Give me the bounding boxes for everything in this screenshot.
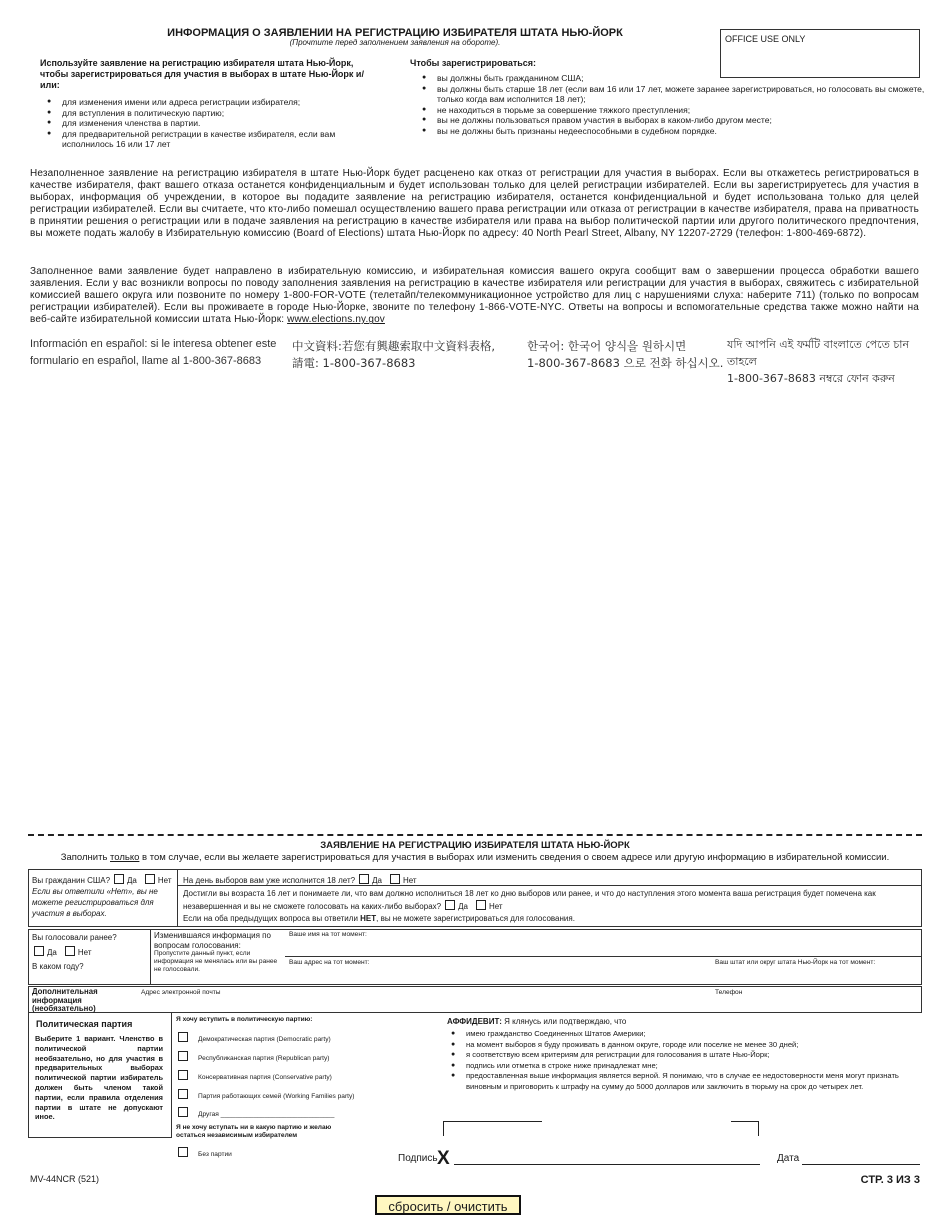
bengali-line-2: 1-800-367-8683 নম্বরে ফোন করুন <box>727 372 895 385</box>
age16-question <box>183 888 913 913</box>
date-field[interactable] <box>802 1152 920 1165</box>
divider <box>150 929 151 985</box>
page-number: СТР. 3 ИЗ 3 <box>860 1174 920 1186</box>
party-label: Республиканская партия (Republican party) <box>198 1055 330 1062</box>
party-title: Политическая партия <box>36 1019 133 1029</box>
elections-website-link[interactable]: www.elections.ny.gov <box>287 314 385 326</box>
party-option <box>176 1070 332 1082</box>
refusal-paragraph: Незаполненное заявление на регистрацию избирателя в штате Нью-Йорк будет расценено как отказ от регистрации для участия в выборах. Если вы откажетесь регистрироваться в качестве избирателя, факт вашего отказа останется конфиденциальным и будет использован только для целей регистрации избирателей. Если вы зарегистрируетесь для участия в выборах, информация об учреждении, в которое вы подадите заявление на регистрацию избирателя, останется конфиденциальной и будет использована только для целей регистрации избирателей. Если вы считаете, что кто-либо помешал осуществлению вашего права регистрации или отказа от регистрации в качестве избирателя, права на приватность в принятии решения о регистрации или в подаче заявления на регистрацию в качестве избирателя или права на выбор политической партии или другого политического предпочтения, вы можете подать жалобу в Избирательную комиссию (Board of Elections) штата Нью-Йорк по адресу: 40 North Pearl Street, Albany, NY 12207-2729 (телефон: 1-800-469-6872). <box>30 168 919 240</box>
party-instructions: Выберите 1 вариант. Членство в политической партии необязательно, но для участия в предварительных выборах политической партии избиратель должен быть членом такой партии, если правила отделения партии в штате не допускают иное. <box>35 1034 163 1122</box>
list-item: ● имею гражданство Соединенных Штатов Америки; <box>466 1029 920 1040</box>
list-item: ● для изменения членства в партии. <box>62 118 380 129</box>
uses-heading: Используйте заявление на регистрацию избирателя штата Нью-Йорк, чтобы зарегистрироваться для участия в выборах в штате Нью-Йорк и/или: <box>40 58 364 90</box>
voted-no-checkbox[interactable] <box>65 946 75 956</box>
bengali-info <box>727 336 927 387</box>
year-question: В каком году? <box>32 962 84 971</box>
party-label: Демократическая партия (Democratic party) <box>198 1036 331 1043</box>
chinese-info <box>292 338 495 372</box>
voted-question: Вы голосовали ранее? <box>32 933 117 942</box>
age16-yes-checkbox[interactable] <box>445 900 455 910</box>
signature-x: X <box>437 1148 450 1169</box>
list-item: ● для вступления в политическую партию; <box>62 108 380 119</box>
list-item: ● предоставленная выше информация является верной. Я понимаю, что в случае ее недостоверности меня могут признать виновным и приговорить к штрафу на сумму до 5000 долларов или заключить в тюрьму на срок до четырех лет. <box>466 1071 920 1092</box>
affidavit-heading <box>447 1017 626 1026</box>
yes-label: Да <box>47 948 57 957</box>
conservative-checkbox[interactable] <box>178 1070 188 1080</box>
citizen-no-checkbox[interactable] <box>145 874 155 884</box>
list-item: ● для предварительной регистрации в качестве избирателя, если вам исполнилось 16 или 17 лет <box>62 129 380 150</box>
list-item: ● не находиться в тюрьме за совершение тяжкого преступления; <box>437 105 925 116</box>
form-title: ЗАЯВЛЕНИЕ НА РЕГИСТРАЦИЮ ИЗБИРАТЕЛЯ ШТАТА НЬЮ-ЙОРК <box>320 840 630 851</box>
divider <box>285 956 922 957</box>
age16-no-checkbox[interactable] <box>476 900 486 910</box>
page-subtitle: (Прочтите перед заполнением заявления на обороте). <box>289 38 501 47</box>
age-yes-checkbox[interactable] <box>359 874 369 884</box>
form-subtitle-post: в том случае, если вы желаете зарегистрироваться для участия в выборах или изменить сведения о своем адресе или другую информацию в избирательной комиссии. <box>139 852 890 863</box>
signature-box-left <box>443 1121 542 1136</box>
cut-line <box>28 834 922 836</box>
name-then-label: Ваше имя на тот момент: <box>289 931 367 938</box>
note-bold: НЕТ <box>360 914 377 923</box>
age-no-checkbox[interactable] <box>390 874 400 884</box>
spanish-info <box>30 336 276 370</box>
no-label: Нет <box>402 876 417 885</box>
note-pre: Если на оба предыдущих вопроса вы ответили <box>183 914 361 923</box>
form-subtitle <box>28 852 922 863</box>
changed-info-note: Пропустите данный пункт, если информация не менялась или вы ранее не голосовали. <box>154 950 278 973</box>
age-question-label: На день выборов вам уже исполнится 18 лет? <box>183 876 356 885</box>
yes-label: Да <box>372 876 382 885</box>
yes-label: Да <box>458 902 468 911</box>
processing-paragraph <box>30 266 919 326</box>
reset-clear-button[interactable]: сбросить / очистить <box>375 1195 521 1215</box>
chinese-line-2: 請電: 1-800-367-8683 <box>292 356 416 370</box>
citizen-question <box>32 874 177 886</box>
list-item: ● на момент выборов я буду проживать в данном округе, городе или поселке не менее 30 дней; <box>466 1040 920 1051</box>
form-subtitle-pre: Заполнить <box>60 852 111 863</box>
list-item: ● вы должны быть старше 18 лет (если вам 16 или 17 лет, можете заранее зарегистрироваться, но голосовать вы сможете, только когда вам исполнится 18 лет); <box>437 84 925 105</box>
age16-question-label: Достигли вы возраста 16 лет и понимаете ли, что вам должно исполниться 18 лет ко дню выборов или ранее, и что до наступления этого момента ваша регистрация будет помечена как незавершенная и вы не сможете голосовать на каких-либо выборах? <box>183 889 876 911</box>
uses-list <box>40 97 380 150</box>
bengali-line-1: যদি আপনি এই ফর্মটি বাংলাতে পেতে চান তাহলে <box>727 338 910 368</box>
signature-field[interactable] <box>454 1152 760 1165</box>
no-label: Нет <box>77 948 92 957</box>
party-option <box>176 1051 330 1063</box>
yes-label: Да <box>127 876 137 885</box>
chinese-line-1: 中文資料:若您有興趣索取中文資料表格, <box>292 339 496 353</box>
republican-checkbox[interactable] <box>178 1051 188 1061</box>
no-party-option <box>176 1147 232 1159</box>
no-label: Нет <box>157 876 172 885</box>
democratic-checkbox[interactable] <box>178 1032 188 1042</box>
no-label: Нет <box>488 902 503 911</box>
county-then-label: Ваш штат или округ штата Нью-Йорк на тот момент: <box>715 959 876 966</box>
korean-line-2: 1-800-367-8683 으로 전화 하십시오. <box>527 356 724 370</box>
korean-info <box>527 338 723 372</box>
email-label: Адрес электронной почты <box>141 989 221 996</box>
other-party-checkbox[interactable] <box>178 1107 188 1117</box>
requirements-heading: Чтобы зарегистрироваться: <box>410 58 537 68</box>
phone-label: Телефон <box>715 989 743 996</box>
office-use-label: OFFICE USE ONLY <box>725 34 806 44</box>
affidavit-list <box>444 1029 920 1092</box>
list-item: ● я соответствую всем критериям для регистрации для голосования в штате Нью-Йорк; <box>466 1050 920 1061</box>
optional-info-label: Дополнительная информация (необязательно) <box>32 987 98 1013</box>
affidavit-bold: АФФИДЕВИТ: <box>447 1017 502 1026</box>
form-subtitle-underlined: только <box>110 852 140 863</box>
page-title: ИНФОРМАЦИЯ О ЗАЯВЛЕНИИ НА РЕГИСТРАЦИЮ ИЗБИРАТЕЛЯ ШТАТА НЬЮ-ЙОРК <box>167 27 623 39</box>
no-party-label: Без партии <box>198 1151 232 1158</box>
list-item: ● вы должны быть гражданином США; <box>437 73 925 84</box>
note-post: , вы не можете зарегистрироваться для голосования. <box>376 914 575 923</box>
voted-yes-checkbox[interactable] <box>34 946 44 956</box>
requirements-list <box>415 73 925 136</box>
spanish-line-2: formulario en español, llame al 1-800-367-8683 <box>30 355 262 367</box>
affidavit-text: Я клянусь или подтверждаю, что <box>501 1017 627 1026</box>
citizen-yes-checkbox[interactable] <box>114 874 124 884</box>
divider <box>177 869 178 927</box>
date-label: Дата <box>777 1153 800 1164</box>
spanish-line-1: Información en español: si le interesa obtener este <box>30 338 277 350</box>
address-then-label: Ваш адрес на тот момент: <box>289 959 370 966</box>
party-label: Консервативная партия (Conservative party) <box>198 1074 332 1081</box>
party-option <box>176 1107 334 1119</box>
party-want-label: Я хочу вступить в политическую партию: <box>176 1016 313 1023</box>
office-use-box <box>720 29 920 78</box>
divider <box>178 885 922 886</box>
signature-label: Подпись <box>398 1153 438 1164</box>
changed-info-label: Изменившаяся информация по вопросам голосования: <box>154 931 271 950</box>
form-id: MV-44NCR (521) <box>30 1174 100 1184</box>
voted-options <box>30 946 92 958</box>
korean-line-1: 한국어: 한국어 양식을 원하시면 <box>527 339 687 353</box>
signature-box-right <box>731 1121 759 1136</box>
list-item: ● подпись или отметка в строке ниже принадлежат мне; <box>466 1061 920 1072</box>
party-label: Другая _______________________________ <box>198 1111 335 1118</box>
citizen-note: Если вы ответили «Нет», вы не можете регистрироваться для участия в выборах. <box>32 887 158 918</box>
citizen-question-label: Вы гражданин США? <box>32 876 111 885</box>
list-item: ● вы не должны пользоваться правом участия в выборах в каком-либо другом месте; <box>437 115 925 126</box>
no-party-checkbox[interactable] <box>178 1147 188 1157</box>
processing-text: Заполненное вами заявление будет направлено в избирательную комиссию, и избирательная комиссия вашего округа сообщит вам о завершении процесса обработки вашего заявления. Если у вас возникли вопросы по поводу заполнения заявления на регистрацию в качестве избирателя или регистрации для участия в выборах, свяжитесь с избирательной комиссией вашего округа или позвоните по номеру 1-800-FOR-VOTE (телетайп/телекоммуникационное устройство для лиц с нарушениями слуха: наберите 711) (только по вопросам регистрации избирателей). Если вы проживаете в городе Нью-Йорке, звоните по телефону 1-866-VOTE-NYC. Ответы на вопросы и вспомогательные средства также можно найти на веб-сайте избирательной комиссии штата Нью-Йорк: <box>30 266 919 326</box>
party-label: Партия работающих семей (Working Families party) <box>198 1093 355 1100</box>
party-option <box>176 1032 331 1044</box>
no-party-question: Я не хочу вступать ни в какую партию и желаю остаться независимым избирателем <box>176 1124 332 1139</box>
party-option <box>176 1089 354 1101</box>
no-registration-note <box>183 913 575 924</box>
list-item: ● для изменения имени или адреса регистрации избирателя; <box>62 97 380 108</box>
list-item: ● вы не должны быть признаны недееспособными в судебном порядке. <box>437 126 925 137</box>
working-families-checkbox[interactable] <box>178 1089 188 1099</box>
